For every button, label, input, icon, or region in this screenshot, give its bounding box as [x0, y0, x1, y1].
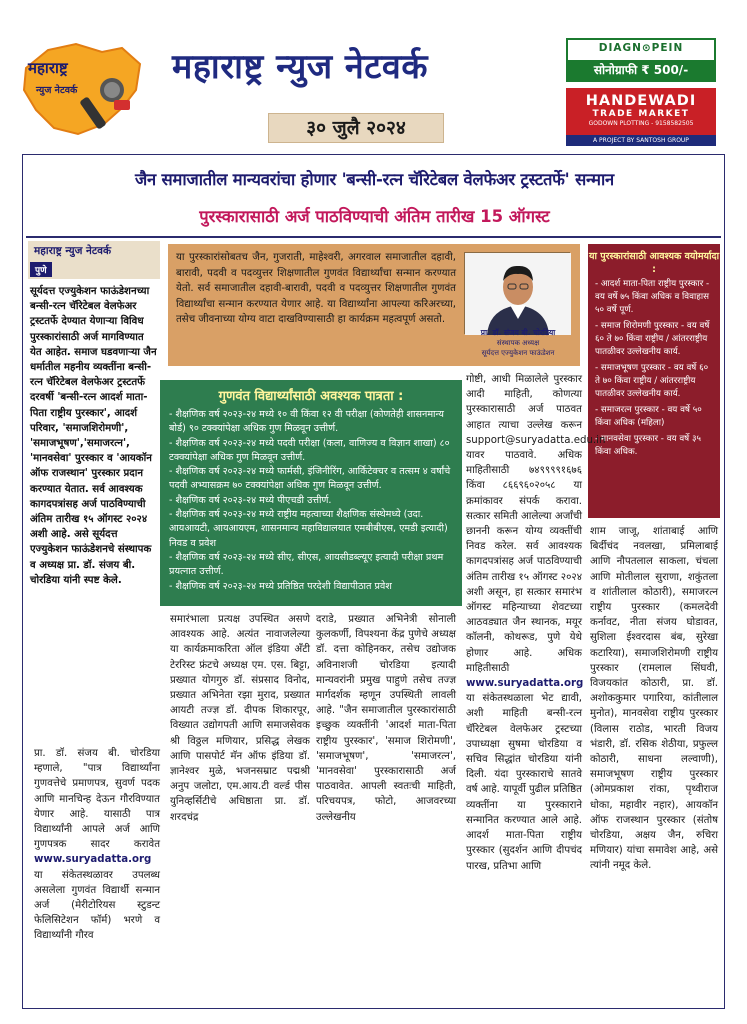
eligibility-item: - शैक्षणिक वर्ष २०२३-२४ मध्ये फार्मसी, इंजिनीरिंग, आर्किटेक्चर व तत्सम ४ वर्षांचे पदवी अभ्यासक्रम ७० टक्क्यांपेक्षा अधिक गुण मिळवून उत्तीर्ण.: [169, 466, 451, 492]
article-subhead: पुरस्कारासाठी अर्ज पाठविण्याची अंतिम तारीख 15 ऑगस्ट: [199, 207, 550, 226]
eligibility-list: [169, 408, 455, 594]
eligibility-item: - शैक्षणिक वर्ष २०२३-२४ मध्ये १० वी किंवा १२ वी परीक्षा (कोणतेही शासनमान्य बोर्ड) ९० टक्क्यांपेक्षा अधिक गुण मिळवून उत्तीर्ण.: [169, 409, 444, 435]
article-column-4: [466, 372, 606, 874]
column-1-text: प्रा. डॉ. संजय बी. चोरडिया म्हणाले, "पात्र विद्यार्थ्यांना गुणवत्तेचे प्रमाणपत्र, सुवर्ण पदक आणि मानचिन्ह देऊन गौरविण्यात येणार आहे. यासाठी पात्र विद्यार्थ्यांनी आपले अर्ज आणि गुणपत्रक सादर करावेत: [34, 748, 160, 851]
byline: महाराष्ट्र न्युज नेटवर्क: [34, 245, 112, 257]
photo-caption-name: प्रा. डॉ. संजय बी. चोरडिया: [480, 328, 556, 337]
column-1-text-2: या संकेतस्थळावर उपलब्ध असलेला गुणवंत विद्यार्थी सन्मान अर्ज (मेरीटोरियस स्टुडन्ट फेलिसिटेशन फॉर्म) भरणे व विद्यार्थ्यांनी गौरव: [34, 869, 160, 942]
photo-caption-org: सूर्यदत्त एज्युकेशन फाऊंडेशन: [481, 349, 555, 357]
article-column-3: दराडे, प्रख्यात अभिनेत्री सोनाली कुलकर्णी, विपश्यना केंद्र पुणेचे अध्यक्ष डॉ. दत्ता कोहिनकर, तसेच उद्योजक अविनाशजी चोरडिया इत्यादी मान्यवरांनी प्रमुख पाहुणे तसेच तज्ज्ञ मार्गदर्शक म्हणून उपस्थिती लावली आहे. "जैन समाजातील पुरस्कारांसाठी इच्छुक व्यक्तींनी 'आदर्श माता-पिता राष्ट्रीय पुरस्कार', 'समाज शिरोमणी', 'समाजभूषण', 'समाजरत्न', 'मानवसेवा' पुरस्कारासाठी अर्ज पाठवावेत. आपली स्वतःची माहिती, परिचयपत्र, फोटो, आजवरच्या उल्लेखनीय: [316, 614, 456, 823]
column-4-text: गोष्टी, आधी मिळालेले पुरस्कार आदी माहिती, कोणत्या पुरस्कारासाठी अर्ज पाठवत आहात त्याचा उल्लेख करून support@suryadatta.edu.in यावर पाठवावे. अधिक माहितीसाठी ७४९९९९१६७६ किंवा ८६६९६०२०५८ या क्रमांकावर संपर्क करावा. सत्कार समिती आलेल्या अर्जांची छाननी करून योग्य व्यक्तींची निवड करेल. सर्व आवश्यक कागदपत्रांसह अर्ज पाठविण्याची अंतिम तारीख १५ ऑगस्ट २०२४ अशी असून, हा सत्कार समारंभ ऑगस्ट महिन्याच्या शेवटच्या आठवड्यात जैन स्थानक, मयूर कॉलनी, कोथरूड, पुणे येथे होणार आहे. अधिक माहितीसाठी: [466, 374, 606, 674]
eligibility-title: गुणवंत विद्यार्थ्यांसाठी अवश्यक पात्रता :: [218, 389, 404, 404]
eligibility-box: [160, 380, 462, 606]
age-limit-item: - समाजभूषण पुरस्कार - वय वर्षे ६० ते ७० किंवा राष्ट्रीय / आंतरराष्ट्रीय पातळीवर उल्लेखनीय कार्य.: [595, 363, 709, 399]
handewadi-name: HANDEWADI: [585, 93, 697, 109]
maharashtra-logo-icon: [18, 38, 148, 148]
column-4-text-2: या संकेतस्थळाला भेट द्यावी, अशी माहिती बन्सी-रत्न चॅरिटेबल वेलफेअर ट्रस्टच्या उपाध्यक्षा सुषमा चोरडिया व सचिव सिद्धांत चोरडिया यांनी दिली. यंदा पुरस्काराचे सातवे वर्ष आहे. यापूर्वी पुढील प्रतिष्ठित व्यक्तींना या पुरस्काराने सन्मानित करण्यात आले आहे. आदर्श माता-पिता राष्ट्रीय पुरस्कार (सुदर्शन आणि दीपचंद पारख, प्रतिभा आणि: [466, 693, 582, 872]
age-limits-title: या पुरस्कारांसाठी आवश्यक वयोमर्यादा :: [588, 251, 720, 275]
masthead: [0, 0, 747, 150]
age-limits-list: [595, 278, 715, 462]
logo-title: महाराष्ट्र: [28, 59, 68, 77]
issue-date: ३० जुलै २०२४: [268, 113, 444, 143]
eligibility-item: - शैक्षणिक वर्ष २०२३-२४ मध्ये सीए, सीएस, आयसीडब्ल्यूए इत्यादी परीक्षा प्रथम प्रयत्नात उत्तीर्ण.: [169, 551, 444, 578]
quote-box: [168, 244, 580, 366]
photo-caption-role: संस्थापक अध्यक्ष: [496, 339, 540, 347]
handewadi-contact: GODOWN PLOTTING - 9158582505: [588, 120, 694, 127]
age-limit-item: - आदर्श माता-पिता राष्ट्रीय पुरस्कार - वय वर्षे ७५ किंवा अधिक व विवाहास ५० वर्षे पूर्ण.: [595, 279, 710, 315]
handewadi-ad[interactable]: [566, 88, 716, 146]
age-limit-item: - समाजरत्न पुरस्कार - वय वर्षे ५० किंवा अधिक (महिला): [595, 405, 702, 428]
quote-text: या पुरस्कारांसोबतच जैन, गुजराती, माहेश्वरी, अगरवाल समाजातील दहावी, बारावी, पदवी व पदव्युत्तर शिक्षणातील गुणवंत विद्यार्थ्यांचा सन्मान करण्यात येतो. सर्व समाजातील दहावी-बारावी, पदवी व पदव्युत्तर शिक्षणातील गुणवंत विद्यार्थ्यांचा सन्मान करण्यात येणार आहे. या विद्यार्थ्यांना आपल्या करिअरच्या, तसेच जीवनाच्या योग्य वाटा दाखविण्यासाठी हा कार्यक्रम महत्वपूर्ण असतो.: [176, 252, 456, 325]
diagnopein-ad[interactable]: [566, 38, 716, 82]
logo-subtitle: न्युज नेटवर्क: [36, 85, 78, 96]
handewadi-strip: A PROJECT BY SANTOSH GROUP: [566, 135, 716, 146]
diagnopein-offer: सोनोग्राफी ₹ 500/-: [568, 60, 714, 80]
eligibility-item: - शैक्षणिक वर्ष २०२३-२४ मध्ये राष्ट्रीय महत्वाच्या शैक्षणिक संस्थेमध्ये (उदा. आयआयटी, आयआयएम, शासनमान्य महाविद्यालयात एमबीबीएस, एमडी इत्यादी) निवड व प्रवेश: [169, 509, 448, 549]
age-limit-item: - समाज शिरोमणी पुरस्कार - वय वर्षे ६० ते ७० किंवा राष्ट्रीय / आंतरराष्ट्रीय पातळीवर उल्लेखनीय कार्य.: [595, 321, 710, 357]
paper-title: महाराष्ट्र न्युज नेटवर्क: [172, 47, 428, 87]
article-headline: जैन समाजातील मान्यवरांचा होणार 'बन्सी-रत्न चॅरिटेबल वेलफेअर ट्रस्टतर्फे' सन्मान: [135, 170, 614, 189]
article-intro: सूर्यदत्त एज्युकेशन फाऊंडेशनच्या बन्सी-रत्न चॅरिटेबल वेलफेअर ट्रस्टतर्फे देण्यात येणाऱ्या विविध पुरस्कारांसाठी अर्ज मागविण्यात येत आहेत. समाज घडवणाऱ्या जैन धर्मातील महनीय व्यक्तींना बन्सी-रत्न चॅरिटेबल वेलफेअर ट्रस्टतर्फे दरवर्षी 'बन्सी-रत्न आदर्श माता-पिता राष्ट्रीय पुरस्कार', आदर्श परिवार, 'समाजशिरोमणी', 'समाजभूषण','समाजरत्न', 'मानवसेवा' पुरस्कार व 'आयकॉन ऑफ राजस्थान' पुरस्कार प्रदान करण्यात येतात. सर्व आवश्यक कागदपत्रांसह अर्ज पाठविण्याची अंतिम तारीख १५ ऑगस्ट २०२४ अशी आहे. असे सूर्यदत्त एज्युकेशन फाऊंडेशनचे संस्थापक व अध्यक्ष प्रा. डॉ. संजय बी. चोरडिया यांनी स्पष्ट केले.: [30, 286, 157, 586]
eligibility-item: - शैक्षणिक वर्ष २०२३-२४ मध्ये पीएचडी उत्तीर्ण.: [169, 494, 332, 506]
age-limit-item: - मानवसेवा पुरस्कार - वय वर्षे ३५ किंवा अधिक.: [595, 434, 701, 457]
age-limits-box: [588, 244, 720, 518]
eligibility-item: - शैक्षणिक वर्ष २०२३-२४ मध्ये प्रतिष्ठित परदेशी विद्यापीठात प्रवेश: [169, 580, 392, 592]
article-column-2: समारंभाला प्रत्यक्ष उपस्थित असणे आवश्यक आहे. अत्यंत नावाजलेल्या या कार्यक्रमाकरिता ऑल इंडिया अँटी टेररिस्ट फ्रंटचे अध्यक्ष एम. एस. बिट्टा, प्रख्यात योगगुरु डॉ. संप्रसाद विनोद, प्रख्यात अभिनेता रझा मुराद, प्रख्यात आयटी तज्ज्ञ डॉ. दीपक शिकारपूर, विख्यात उद्योगपती आणि समाजसेवक श्री विठ्ठल मणियार, प्रसिद्ध लेखक आणि पासपोर्ट मॅन ऑफ इंडिया डॉ. ज्ञानेश्वर मुळे, भजनसम्राट पद्मश्री अनुप जलोटा, एम.आय.टी वर्ल्ड पीस युनिव्हर्सिटीचे अधिष्ठाता प्रा. डॉ. शरदचंद्र: [170, 614, 310, 823]
handewadi-line: TRADE MARKET: [592, 109, 690, 119]
person-portrait-icon: [464, 252, 570, 334]
diagnopein-brand: DIAGN⊙PEIN: [598, 42, 684, 54]
article-column-5: शाम जाजू, शांताबाई आणि बिर्दीचंद नवलखा, प्रमिलाबाई आणि नौपतलाल साकला, चंचला आणि मोतीलाल सुराणा, शकुंतला व शांतीलाल कोठारी), समाजरत्न राष्ट्रीय पुरस्कार (कमलदेवी कर्नावट, नीता संजय घोडावत, सुशिला ईश्वरदास बंब, सुरेखा कटारिया), समाजशिरोमणी राष्ट्रीय पुरस्कार (रामलाल सिंघवी, विजयकांत कोठारी, प्रा. डॉ. अशोककुमार पगारिया, कांतीलाल मुनोत), मानवसेवा राष्ट्रीय पुरस्कार (विलास राठोड, भारती विजय भंडारी, डॉ. रसिक शेठीया, प्रफुल्ल कोठारी, साधना लल्वाणी), समाजभूषण राष्ट्रीय पुरस्कार (ओमप्रकाश रांका, पृथ्वीराज धोका, महावीर नहार), आयकॉन ऑफ राजस्थान पुरस्कार (संतोष चोरडिया, अक्षय जैन, रुचिरा मणियार) यांचा समावेश आहे, असे त्यांनी नमूद केले.: [590, 526, 718, 872]
eligibility-item: - शैक्षणिक वर्ष २०२३-२४ मध्ये पदवी परीक्षा (कला, वाणिज्य व विज्ञान शाखा) ८० टक्क्यांपेक्षा अधिक गुण मिळवून उत्तीर्ण.: [169, 437, 450, 463]
website-link-2[interactable]: www.suryadatta.org: [466, 678, 584, 690]
headline-divider: [26, 236, 721, 238]
dateline-place: पुणे: [30, 262, 52, 277]
article-column-1: [34, 746, 160, 944]
website-link-1[interactable]: www.suryadatta.org: [34, 854, 152, 866]
